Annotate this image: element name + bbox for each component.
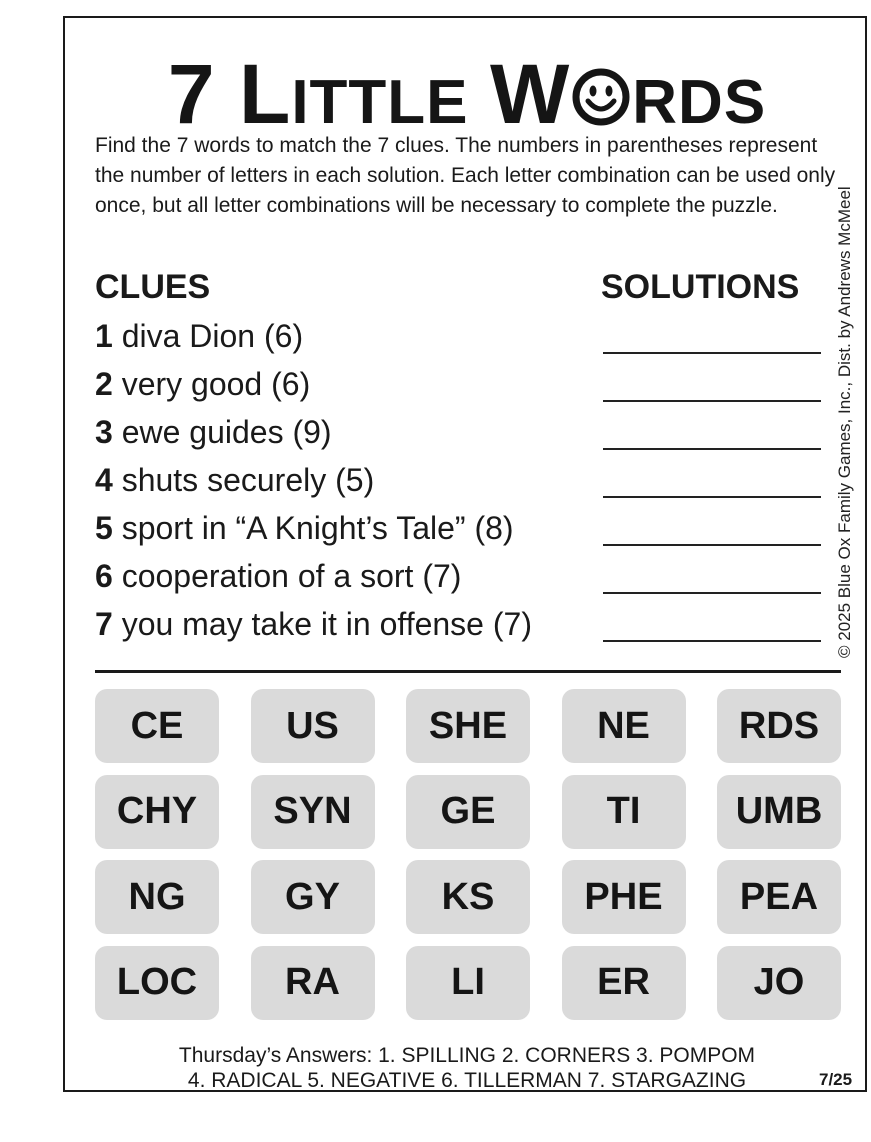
divider-rule: [95, 670, 841, 673]
letter-tile[interactable]: LOC: [95, 946, 219, 1020]
letter-tile[interactable]: GY: [251, 860, 375, 934]
clue-3: [95, 414, 332, 451]
letter-tile[interactable]: KS: [406, 860, 530, 934]
clue-text: cooperation of a sort (7): [112, 558, 462, 594]
letter-tile[interactable]: LI: [406, 946, 530, 1020]
title-word1-rest: ITTLE: [291, 68, 469, 137]
solution-blank-2[interactable]: [603, 400, 821, 402]
clue-5: [95, 510, 514, 547]
title-word2-initial: W: [489, 47, 571, 141]
letter-tile[interactable]: JO: [717, 946, 841, 1020]
letter-tile[interactable]: NG: [95, 860, 219, 934]
clue-number: 2: [95, 366, 113, 402]
clues-header: CLUES: [95, 268, 211, 306]
clue-text: diva Dion (6): [112, 318, 304, 354]
clue-1: [95, 318, 303, 355]
solution-blank-4[interactable]: [603, 496, 821, 498]
letter-tile[interactable]: RDS: [717, 689, 841, 763]
puzzle-title: [65, 46, 869, 141]
letter-tile[interactable]: ER: [562, 946, 686, 1020]
letter-tile[interactable]: RA: [251, 946, 375, 1020]
copyright-credit: © 2025 Blue Ox Family Games, Inc., Dist. by Andrews McMeel: [835, 186, 854, 658]
title-word1-initial: L: [239, 47, 292, 141]
clue-2: [95, 366, 310, 403]
puzzle-frame: [63, 16, 867, 1092]
previous-answers: [65, 1043, 869, 1093]
clue-number: 3: [95, 414, 113, 450]
clue-number: 7: [95, 606, 113, 642]
title-word2-rest: RDS: [632, 68, 767, 137]
letter-tile[interactable]: US: [251, 689, 375, 763]
clue-text: ewe guides (9): [112, 414, 332, 450]
solution-blank-3[interactable]: [603, 448, 821, 450]
clue-6: [95, 558, 461, 595]
letter-tile[interactable]: SHE: [406, 689, 530, 763]
smiley-face-icon: [571, 67, 631, 127]
solution-blank-7[interactable]: [603, 640, 821, 642]
clue-number: 1: [95, 318, 113, 354]
clue-number: 5: [95, 510, 113, 546]
letter-tile[interactable]: GE: [406, 775, 530, 849]
letter-tile[interactable]: TI: [562, 775, 686, 849]
clue-text: sport in “A Knight’s Tale” (8): [112, 510, 514, 546]
solutions-header: SOLUTIONS: [601, 268, 800, 306]
answers-line-2: 4. RADICAL 5. NEGATIVE 6. TILLERMAN 7. STARGAZING: [187, 1069, 747, 1092]
letter-tile[interactable]: PEA: [717, 860, 841, 934]
letter-tile[interactable]: UMB: [717, 775, 841, 849]
instructions-text: Find the 7 words to match the 7 clues. The numbers in parentheses represent the number of letters in each solution. Each letter combination can be used only once, but all letter combinations will be necessary to complete the puzzle.: [95, 134, 836, 217]
letter-tile[interactable]: CE: [95, 689, 219, 763]
letter-tile[interactable]: NE: [562, 689, 686, 763]
letter-tile[interactable]: PHE: [562, 860, 686, 934]
letter-tile[interactable]: CHY: [95, 775, 219, 849]
letter-tile[interactable]: SYN: [251, 775, 375, 849]
clue-number: 6: [95, 558, 113, 594]
clue-text: you may take it in offense (7): [112, 606, 532, 642]
clue-number: 4: [95, 462, 113, 498]
solution-blank-5[interactable]: [603, 544, 821, 546]
solution-blank-1[interactable]: [603, 352, 821, 354]
clue-text: very good (6): [112, 366, 311, 402]
clue-7: [95, 606, 532, 643]
clue-4: [95, 462, 374, 499]
answers-line-1: Thursday’s Answers: 1. SPILLING 2. CORNERS 3. POMPOM: [178, 1044, 756, 1067]
clue-text: shuts securely (5): [112, 462, 375, 498]
title-digit: 7: [167, 47, 216, 141]
puzzle-date: 7/25: [819, 1070, 853, 1089]
solution-blank-6[interactable]: [603, 592, 821, 594]
